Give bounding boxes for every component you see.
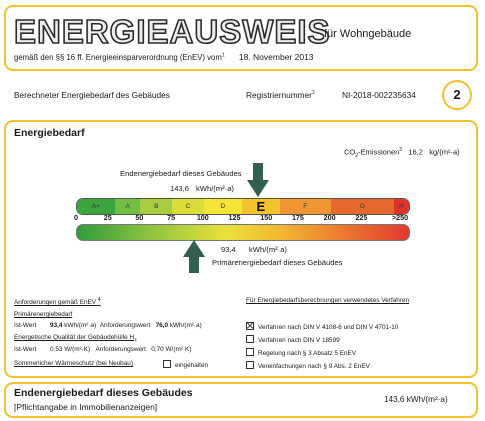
footer-value: 143,6 kWh/(m²·a) <box>384 395 448 404</box>
co2-label: CO <box>344 147 356 157</box>
primary-energy-unit: kWh/(m²·a) <box>249 245 287 254</box>
envelope-ist-label: Ist-Wert <box>14 346 37 353</box>
method-title: Für Energiebedarfsberechnungen verwendetes Verfahren <box>246 297 410 304</box>
primary-energy-marker-arrow <box>183 240 205 273</box>
document-subtitle: für Wohngebäude <box>324 28 412 40</box>
scale-tick-label: 25 <box>103 213 112 222</box>
envelope-anf-label: Anforderungswert <box>95 346 146 353</box>
footer-title: Endenergiebedarf dieses Gebäudes <box>14 387 193 399</box>
requirements-footnote: 4 <box>97 297 101 303</box>
envelope-ist-unit: W/(m²·K) <box>64 346 91 353</box>
energy-class-c: C <box>172 199 204 214</box>
co2-emissions <box>344 147 460 159</box>
end-energy-value: 143,6 <box>170 184 190 193</box>
ist-label: Ist-Wert <box>14 322 37 329</box>
energy-class-h: H <box>394 199 409 214</box>
method-item-label: Verfahren nach DIN V 18599 <box>258 337 340 344</box>
method-item[interactable] <box>246 361 370 370</box>
method-item[interactable] <box>246 348 356 357</box>
requirements-title <box>14 297 101 306</box>
envelope-ist-row <box>14 346 191 353</box>
method-item-label: Vereinfachungen nach § 9 Abs. 2 EnEV <box>258 363 370 370</box>
registration-footnote: 2 <box>311 90 315 97</box>
section-title-energiebedarf: Energiebedarf <box>14 127 85 139</box>
summer-check-label: eingehalten <box>175 362 209 369</box>
co2-suffix: -Emissionen <box>358 147 400 157</box>
registration-label <box>246 90 315 100</box>
method-item[interactable] <box>246 335 340 344</box>
co2-unit: kg/(m²·a) <box>429 147 460 157</box>
energy-class-d: D <box>204 199 242 214</box>
summer-protection-check[interactable] <box>163 360 208 369</box>
method-item-label: Regelung nach § 3 Absatz 5 EnEV <box>258 350 357 357</box>
anf-unit: kWh/(m²·a) <box>169 322 202 329</box>
summer-protection-label: Sommerlicher Wärmeschutz (bei Neubau) <box>14 360 133 367</box>
method-checkbox[interactable] <box>246 335 254 343</box>
scale-tick-label: 100 <box>196 213 209 222</box>
primary-energy-gradient-bar <box>76 224 410 241</box>
scale-tick-label: 125 <box>228 213 241 222</box>
envelope-anf-unit: W/(m²·K) <box>165 346 192 353</box>
scale-tick-label: 200 <box>323 213 336 222</box>
anf-value: 76,0 <box>155 322 169 329</box>
scale-tick-label: 150 <box>260 213 273 222</box>
scale-tick-label: 175 <box>291 213 304 222</box>
primary-energy-value: 93,4 <box>221 245 236 254</box>
primary-energy-label: Primärenergiebedarf dieses Gebäudes <box>212 258 343 267</box>
registration-label-text: Registriernummer <box>246 90 312 100</box>
law-date: 18. November 2013 <box>238 52 314 62</box>
scale-tick-label: 0 <box>74 213 78 222</box>
scale-tick-label: 225 <box>355 213 368 222</box>
law-reference <box>14 52 314 62</box>
co2-value: 16,2 <box>408 147 423 157</box>
co2-footnote: 3 <box>399 147 403 153</box>
end-energy-marker-arrow <box>247 163 269 198</box>
summer-checkbox[interactable] <box>163 360 171 368</box>
envelope-anf-value: 0,70 <box>151 346 164 353</box>
ist-unit: kWh/(m²·a) <box>64 322 97 329</box>
method-checkbox[interactable] <box>246 348 254 356</box>
method-item[interactable] <box>246 322 398 331</box>
end-energy-unit: kWh/(m²·a) <box>196 184 234 193</box>
scale-tick-label: >250 <box>391 213 409 222</box>
envelope-subscript: T <box>134 337 137 343</box>
method-checkbox-checked[interactable] <box>246 322 254 330</box>
energy-class-a: A <box>115 199 140 214</box>
building-envelope-subtitle <box>14 334 137 342</box>
co2-subscript: 2 <box>355 153 359 159</box>
anf-label: Anforderungswert <box>99 322 151 329</box>
envelope-ist-value: 0,53 <box>50 346 63 353</box>
method-checkbox[interactable] <box>246 361 254 369</box>
scale-tick-label: 50 <box>135 213 144 222</box>
law-footnote: 1 <box>221 52 225 59</box>
energy-class-e: E <box>242 199 280 214</box>
page-number-badge: 2 <box>442 80 472 110</box>
primary-ist-row <box>14 322 202 329</box>
primary-energy-subtitle: Primärenergiebedarf <box>14 311 73 318</box>
energy-class-a-plus: A+ <box>77 199 115 214</box>
ist-value: 93,4 <box>50 322 63 329</box>
envelope-title-text: Energetische Qualität der Gebäudehülle H <box>14 334 135 341</box>
requirements-title-text: Anforderungen gemäß EnEV <box>14 299 97 307</box>
end-energy-label: Endenergiebedarf dieses Gebäudes <box>120 169 242 178</box>
energy-class-f: F <box>280 199 331 214</box>
footer-note: [Pflichtangabe in Immobilienanzeigen] <box>14 402 158 412</box>
method-item-label: Verfahren nach DIN V 4108-6 und DIN V 4701-10 <box>258 324 399 331</box>
scale-tick-label: 75 <box>167 213 176 222</box>
document-title: ENERGIEAUSWEIS <box>14 13 331 50</box>
bedarf-label: Berechneter Energiebedarf des Gebäudes <box>14 90 170 100</box>
energy-class-g: G <box>331 199 394 214</box>
registration-number: NI-2018-002235634 <box>342 90 416 100</box>
energy-class-b: B <box>140 199 172 214</box>
law-text: gemäß den §§ 16 ff. Energieeinsparverordnung (EnEV) vom <box>14 53 222 62</box>
